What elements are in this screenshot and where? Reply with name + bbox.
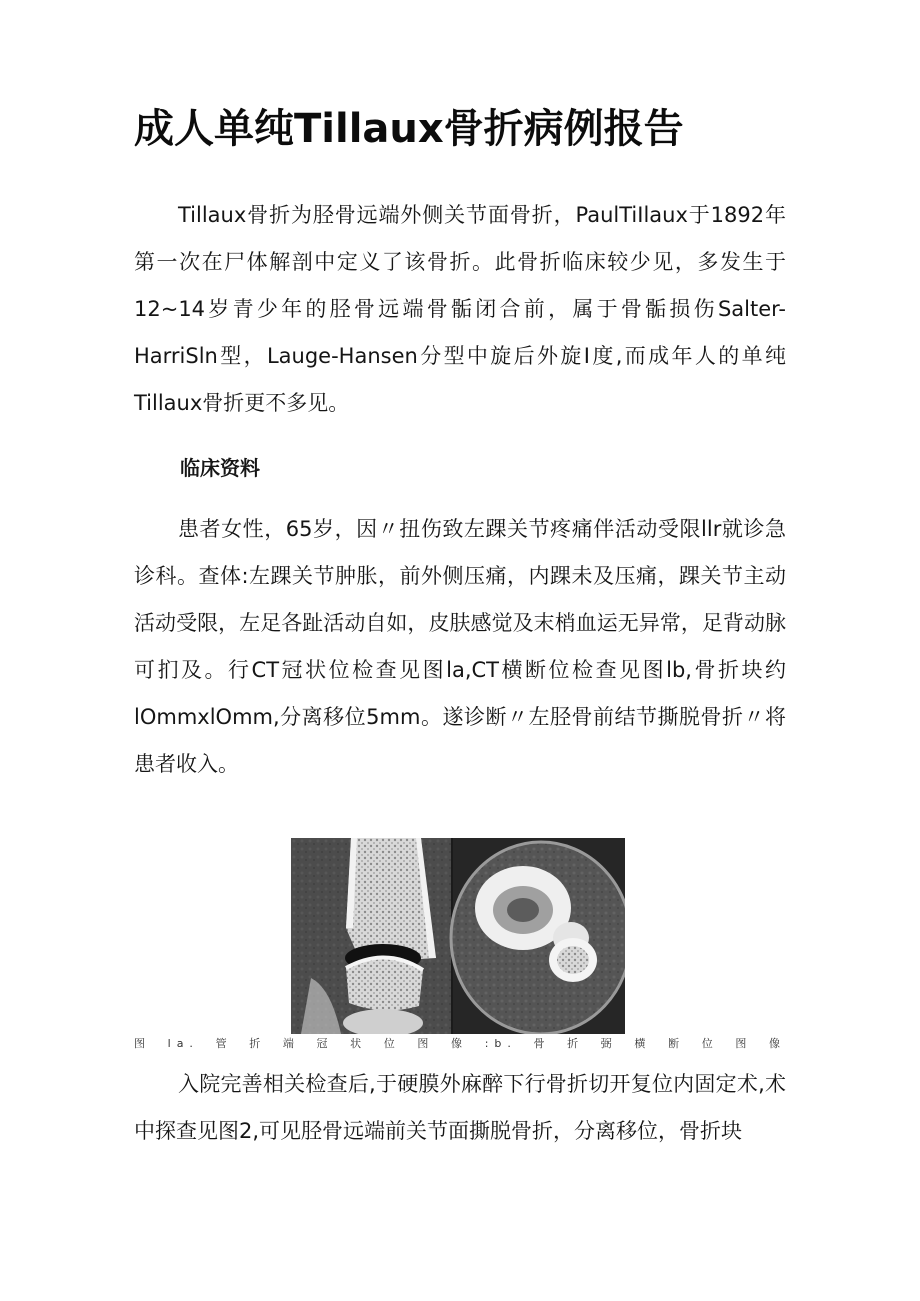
case-paragraph: 患者女性，65岁，因〃扭伤致左踝关节疼痛伴活动受限llr就诊急诊科。查体:左踝关节肿胀，前外侧压痛，内踝未及压痛，踝关节主动活动受限，左足各趾活动自如，皮肤感觉及末梢血运无异常，足背动脉可扪及。行CT冠状位检查见图la,CT横断位检查见图lb,骨折块约lOmmxlOmm,分离移位5mm。遂诊断〃左胫骨前结节撕脱骨折〃将患者收入。 — [134, 517, 786, 776]
ct-figure — [291, 838, 625, 1034]
intro-paragraph: Tillaux骨折为胫骨远端外侧关节面骨折，PaulTiIlaux于1892年第一次在尸体解剖中定义了该骨折。此骨折临床较少见，多发生于12~14岁青少年的胫骨远端骨骺闭合前，属于骨骺损伤Salter-HarriSln型，Lauge-Hansen分型中旋后外旋I度,而成年人的单纯Tillaux骨折更不多见。 — [134, 203, 786, 415]
section-heading: 临床资料 — [180, 456, 260, 480]
axial-panel — [451, 838, 625, 1034]
ct-image — [291, 838, 625, 1034]
figure-caption: 图la.管折端冠状位图像:b.骨折弼横断位图像 — [134, 1037, 786, 1050]
coronal-panel — [291, 838, 451, 1034]
document-title: 成人单纯Tillaux骨折病例报告 — [134, 106, 684, 152]
surgery-paragraph: 入院完善相关检查后,于硬膜外麻醉下行骨折切开复位内固定术,术中探查见图2,可见胫骨远端前关节面撕脱骨折，分离移位，骨折块 — [134, 1072, 786, 1143]
